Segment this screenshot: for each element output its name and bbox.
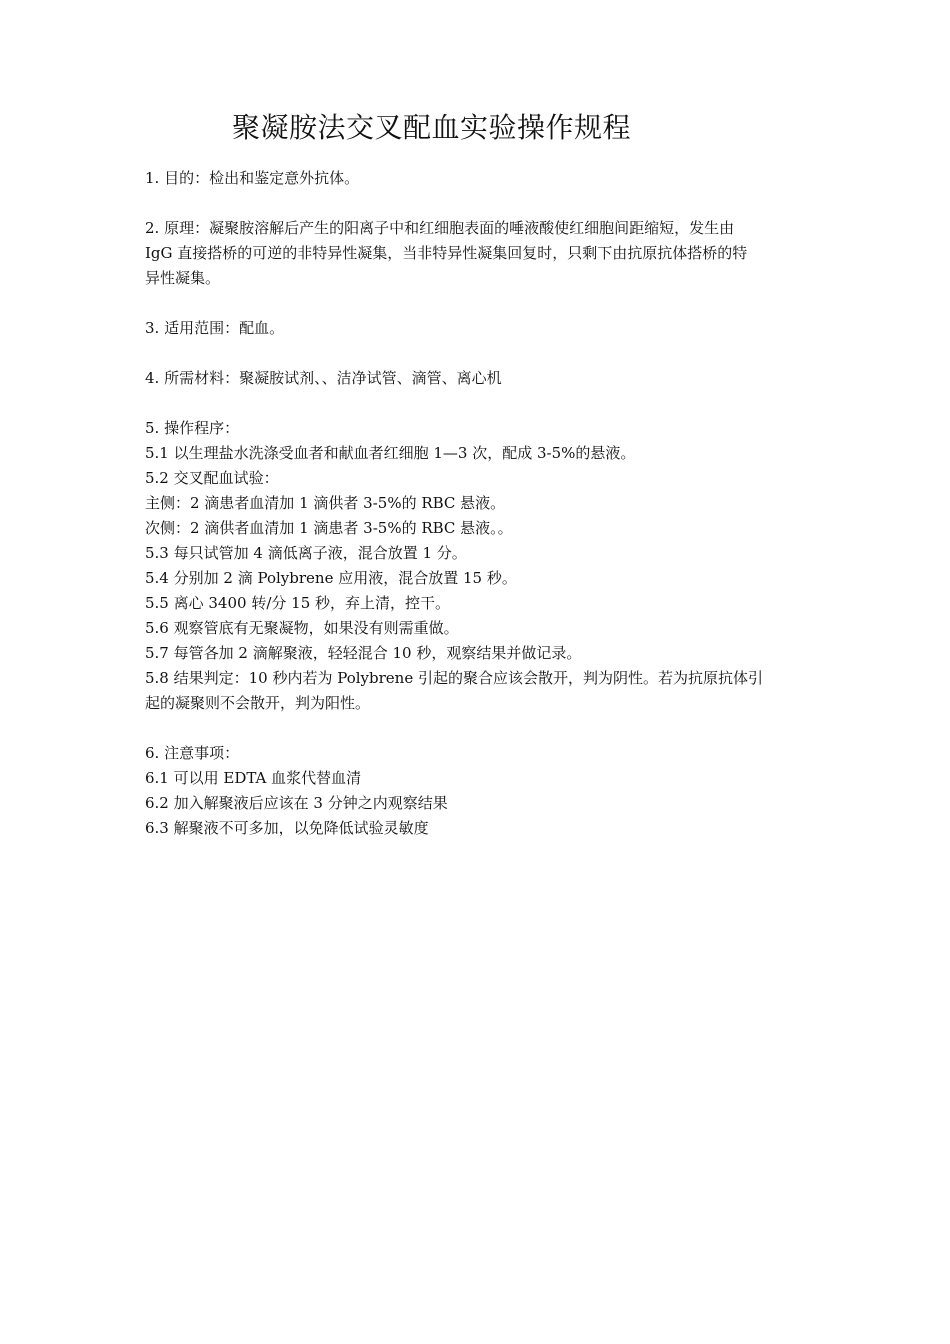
procedure-step-5-2: 5.2 交叉配血试验： — [145, 469, 279, 487]
procedure-step-5-8-line-2: 起的凝聚则不会散开，判为阳性。 — [145, 694, 371, 712]
procedure-step-5-5: 5.5 离心 3400 转/分 15 秒，弃上清，控干。 — [145, 594, 451, 612]
procedure-step-5-1: 5.1 以生理盐水洗涤受血者和献血者红细胞 1—3 次，配成 3-5%的悬液。 — [145, 444, 636, 462]
section-purpose: 1. 目的：检出和鉴定意外抗体。 — [145, 169, 360, 187]
section-principle-line-1: 2. 原理：凝聚胺溶解后产生的阳离子中和红细胞表面的唾液酸使红细胞间距缩短，发生由 — [145, 219, 735, 237]
section-principle-line-3: 异性凝集。 — [145, 269, 221, 287]
section-scope: 3. 适用范围：配血。 — [145, 319, 285, 337]
procedure-step-5-8-line-1: 5.8 结果判定：10 秒内若为 Polybrene 引起的聚合应该会散开，判为阴性。若为抗原抗体引 — [145, 669, 763, 687]
note-6-1: 6.1 可以用 EDTA 血浆代替血清 — [145, 769, 362, 787]
procedure-step-5-3: 5.3 每只试管加 4 滴低离子液，混合放置 1 分。 — [145, 544, 467, 562]
document-body — [145, 166, 810, 841]
procedure-step-5-2-main-side: 主侧：2 滴患者血清加 1 滴供者 3-5%的 RBC 悬液。 — [145, 494, 506, 512]
paragraph-gap — [145, 191, 810, 216]
paragraph-gap — [145, 716, 810, 741]
paragraph-gap — [145, 341, 810, 366]
note-6-3: 6.3 解聚液不可多加，以免降低试验灵敏度 — [145, 819, 429, 837]
paragraph-gap — [145, 291, 810, 316]
procedure-step-5-2-minor-side: 次侧：2 滴供者血清加 1 滴患者 3-5%的 RBC 悬液。。 — [145, 519, 513, 537]
section-materials: 4. 所需材料：聚凝胺试剂、、洁净试管、滴管、离心机 — [145, 369, 502, 387]
section-notes-heading: 6. 注意事项： — [145, 744, 240, 762]
procedure-step-5-4: 5.4 分别加 2 滴 Polybrene 应用液，混合放置 15 秒。 — [145, 569, 517, 587]
note-6-2: 6.2 加入解聚液后应该在 3 分钟之内观察结果 — [145, 794, 448, 812]
procedure-step-5-7: 5.7 每管各加 2 滴解聚液，轻轻混合 10 秒，观察结果并做记录。 — [145, 644, 582, 662]
paragraph-gap — [145, 391, 810, 416]
document-title: 聚凝胺法交叉配血实验操作规程 — [232, 111, 632, 144]
procedure-step-5-6: 5.6 观察管底有无聚凝物，如果没有则需重做。 — [145, 619, 459, 637]
section-procedure-heading: 5. 操作程序： — [145, 419, 240, 437]
section-principle-line-2: IgG 直接搭桥的可逆的非特异性凝集，当非特异性凝集回复时，只剩下由抗原抗体搭桥的特 — [145, 244, 748, 262]
